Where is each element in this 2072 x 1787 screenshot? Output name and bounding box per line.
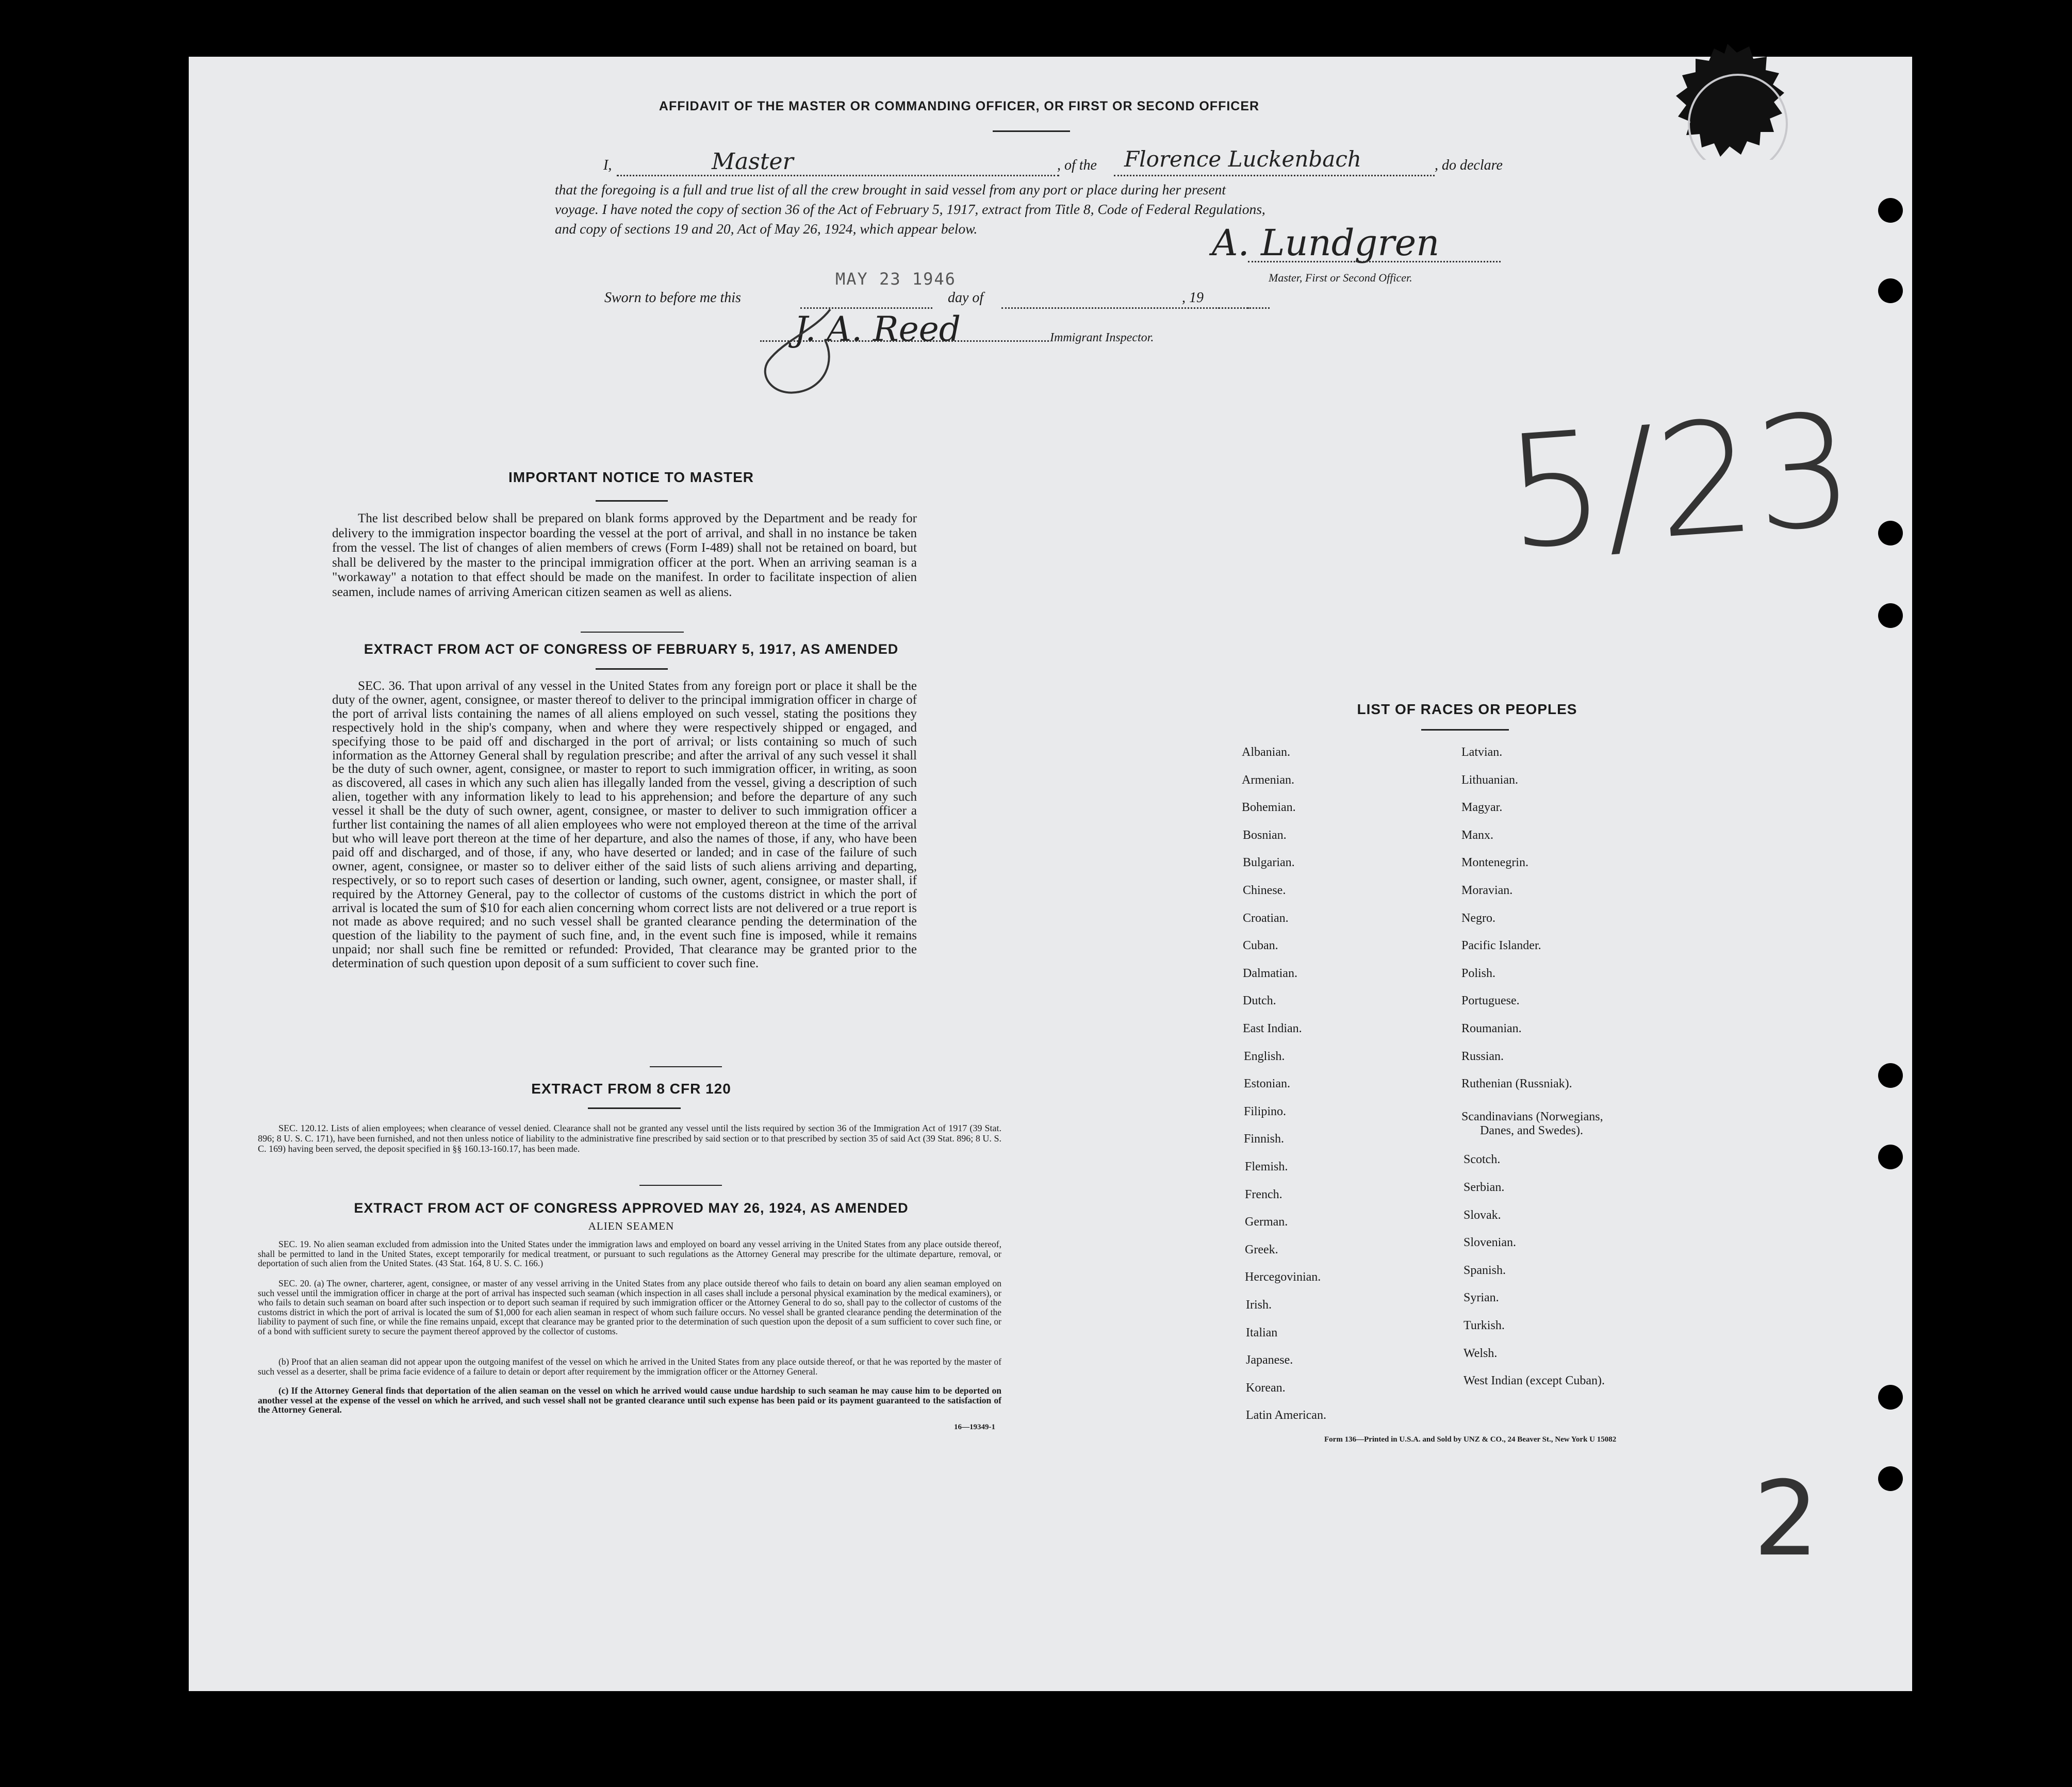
race-item: Portuguese. <box>1461 994 1520 1008</box>
race-item: Russian. <box>1461 1049 1504 1063</box>
signature-flourish-icon <box>753 299 866 402</box>
extract-cfr-body: SEC. 120.12. Lists of alien employees; when clearance of vessel denied. Clearance shall not be granted any vessel until the lists required by section 36 of the Immigration Act of 1917 (39 Stat. 896; 8 U. S. C. 171), have been furnished, and not then unless notice of liability to the administrative fine prescribed by said section or to that prescribed by section 35 of said Act (39 Stat. 896; 8 U. S. C. 169) having been served, the deposit specified in §§ 160.13-160.17, has been made. <box>258 1123 1001 1154</box>
race-item: Negro. <box>1461 911 1495 925</box>
race-item: Roumanian. <box>1461 1022 1522 1035</box>
race-item: Filipino. <box>1244 1104 1287 1118</box>
race-item: Bulgarian. <box>1243 856 1295 870</box>
race-item: Chinese. <box>1243 884 1286 897</box>
binder-hole <box>1878 278 1903 303</box>
sworn-label: Sworn to before me this <box>604 290 741 306</box>
divider <box>596 500 668 502</box>
extract-1917-body: SEC. 36. That upon arrival of any vessel in the United States from any foreign port or place it shall be the duty of the owner, agent, consignee, or master thereof to deliver to the principal immigration officer in charge of the port of arrival lists containing the names of all aliens employed on such vessel, stating the positions they respectively hold in the ship's company, when and where they were respectively shipped or engaged, and specifying those to be paid off and discharged in the port of arrival; or lists containing so much of such information as the Attorney General shall by regulation prescribe; and after the arrival of any such vessel it shall be the duty of such owner, agent, consignee, or master to report to such immigration officer, in writing, as soon as discovered, all cases in which any such alien has illegally landed from the vessel, giving a description of such alien, together with any information likely to lead to his apprehension; and before the departure of any such vessel it shall be the duty of such owner, agent, consignee, or master to deliver to such immigration officer a further list containing the names of all alien employees who were not employed thereon at the time of the arrival but who will leave port thereon at the time of her departure, and also the names of those, if any, who have been paid off and discharged, and of those, if any, who have deserted or landed; and in case of the failure of such owner, agent, consignee, or master so to deliver either of the said lists of such aliens arriving and departing, respectively, or so to report such cases of desertion or landing, such owner, agent, consignee, or master shall, if required by the Attorney General, pay to the collector of customs of the customs district in which the port of arrival is located the sum of $10 for each alien concerning whom correct lists are not delivered or a true report is not made as above required; and no such vessel shall be granted clearance pending the determination of the question of the liability to the payment of such fine, and, in the event such fine is imposed, while it remains unpaid; nor shall such fine be remitted or refunded: Provided, That clearance may be granted prior to the determination of such question upon deposit of a sum sufficient to cover such fine. <box>332 679 917 971</box>
binder-hole <box>1878 1145 1903 1169</box>
affidavit-body-line: that the foregoing is a full and true list of all the crew brought in said vessel from any port or place during her present <box>555 181 1226 197</box>
race-item: Italian <box>1246 1326 1278 1339</box>
race-item: Armenian. <box>1242 773 1294 787</box>
race-item: Slovak. <box>1463 1208 1501 1222</box>
race-item: Lithuanian. <box>1461 773 1518 787</box>
rank-field <box>617 159 1059 176</box>
race-item: Slovenian. <box>1463 1236 1516 1250</box>
race-item: Korean. <box>1246 1381 1286 1395</box>
divider <box>588 1107 681 1109</box>
race-item: Welsh. <box>1463 1346 1498 1360</box>
race-item: Spanish. <box>1463 1263 1506 1277</box>
race-item: Latin American. <box>1246 1409 1326 1422</box>
affidavit-body-line: voyage. I have noted the copy of section 36 of the Act of February 5, 1917, extract from Title 8, Code of Federal Regulations, <box>555 201 1265 217</box>
race-item: Serbian. <box>1463 1181 1505 1194</box>
extract-1924-sec20c: (c) If the Attorney General finds that deportation of the alien seaman on the vessel on which he arrived would cause undue hardship to such seaman he may cause him to be deported on another vessel at the expense of the vessel on which he arrived, and such vessel shall not be granted clearance until such expense has been paid or its payment guaranteed to the satisfaction of the Attorney General. <box>258 1385 1001 1415</box>
divider <box>639 1185 722 1186</box>
race-item: Polish. <box>1461 966 1496 980</box>
race-item: Turkish. <box>1463 1319 1505 1332</box>
extract-1924-sec19: SEC. 19. No alien seaman excluded from admission into the United States under the immigration laws and employed on board any vessel arriving in the United States from any place outside thereof, shall be permitted to land in the United States, except temporarily for medical treatment, or pursuant to such regulations as the Attorney General may prescribe for the ultimate departure, removal, or deportation of such alien from the United States. (43 Stat. 164, 8 U. S. C. 166.) <box>258 1239 1001 1269</box>
extract-cfr-title: EXTRACT FROM 8 CFR 120 <box>531 1081 731 1097</box>
binder-hole <box>1878 198 1903 223</box>
race-item: Magyar. <box>1461 801 1503 815</box>
race-item: Dutch. <box>1243 994 1276 1008</box>
extract-1917-title: EXTRACT FROM ACT OF CONGRESS OF FEBRUARY 5, 1917, AS AMENDED <box>364 641 899 657</box>
binder-hole <box>1878 521 1903 545</box>
handwritten-vessel-name: Florence Luckenbach <box>1124 146 1361 172</box>
race-item: Montenegrin. <box>1461 856 1528 870</box>
race-item: Bohemian. <box>1242 801 1296 815</box>
race-item: Flemish. <box>1245 1160 1288 1173</box>
race-item: Latvian. <box>1461 746 1503 759</box>
notice-title: IMPORTANT NOTICE TO MASTER <box>508 469 754 485</box>
race-item: Manx. <box>1461 828 1493 842</box>
extract-1924-sec20b: (b) Proof that an alien seaman did not appear upon the outgoing manifest of the vessel on which he arrived in the United States from any place outside thereof, or that he was reported by the master of such vessel as a deserter, shall be prima facie evidence of a failure to detain or deport after requirement by the immigration officer or the Attorney General. <box>258 1356 1001 1377</box>
handwritten-inspector-signature: J. A. Reed <box>794 309 961 349</box>
notice-body: The list described below shall be prepared on blank forms approved by the Department and be ready for delivery to the immigration inspector boarding the vessel at the port of arrival, and shall in no instance be taken from the vessel. The list of changes of alien members of crews (Form I-489) shall not be retained on board, but shall be delivered by the master to the principal immigration officer at the port. When an arriving seaman is a "workaway" a notation to that effect should be made on the manifest. In order to facilitate inspection of alien seamen, include names of arriving American citizen seamen as well as aliens. <box>332 511 917 599</box>
race-item: French. <box>1245 1187 1282 1201</box>
race-item: Greek. <box>1245 1243 1278 1256</box>
notary-seal-icon <box>1660 41 1795 160</box>
race-item: Japanese. <box>1246 1353 1293 1367</box>
race-item: Ruthenian (Russniak). <box>1461 1077 1572 1091</box>
race-item: Pacific Islander. <box>1461 939 1541 953</box>
divider <box>650 1066 722 1067</box>
sworn-year-field <box>1218 292 1249 309</box>
divider <box>1421 729 1509 731</box>
date-stamp: MAY 23 1946 <box>835 269 956 289</box>
race-item: Croatian. <box>1243 911 1289 925</box>
signature-line <box>1248 251 1501 262</box>
affidavit-body-line: and copy of sections 19 and 20, Act of May 26, 1924, which appear below. <box>555 221 978 237</box>
divider <box>581 632 684 633</box>
binder-hole <box>1878 1466 1903 1491</box>
divider <box>596 668 668 670</box>
handwritten-page-number: 2 <box>1753 1459 1819 1579</box>
signature-caption: Master, First or Second Officer. <box>1269 271 1412 284</box>
race-item: Scotch. <box>1463 1153 1501 1167</box>
extract-1924-sec20a: SEC. 20. (a) The owner, charterer, agent, consignee, or master of any vessel arriving in the United States from any place outside thereof who fails to detain on board any alien seaman employed on such vessel until the immigration officer in charge at the port of arrival has inspected such seaman (which inspection in all cases shall include a personal physical examination by the medical examiners), or who fails to detain such seaman on board after such inspection or to deport such seaman if required by such immigration officer or the Attorney General to do so, shall pay to the collector of customs of the customs district in which the port of arrival is located the sum of $1,000 for each alien seaman in respect of whom such failure occurs. No vessel shall be granted clearance pending the determination of the liability to payment of such fine, or while the fine remains unpaid, except that clearance may be granted prior to the determination of such question upon the deposit of a sum sufficient to cover such fine, or of a bond with sufficient surety to secure the payment thereof approved by the collector of customs. <box>258 1278 1001 1336</box>
form-imprint: Form 136—Printed in U.S.A. and Sold by UNZ & CO., 24 Beaver St., New York U 15082 <box>1324 1435 1617 1444</box>
day-of-label: day of <box>948 290 984 306</box>
year-label: , 19 <box>1182 290 1204 306</box>
divider <box>993 130 1070 132</box>
form-code: 16—19349-1 <box>954 1423 995 1431</box>
affidavit-title: AFFIDAVIT OF THE MASTER OR COMMANDING OFFICER, OR FIRST OR SECOND OFFICER <box>659 99 1260 113</box>
race-item: Finnish. <box>1244 1132 1285 1146</box>
handwritten-master-signature: A. Lundgren <box>1212 222 1440 264</box>
race-item: English. <box>1244 1049 1285 1063</box>
race-item: Irish. <box>1246 1298 1272 1312</box>
race-item: Hercegovinian. <box>1245 1270 1321 1284</box>
i-label: I, <box>603 157 612 173</box>
race-item: East Indian. <box>1243 1022 1302 1035</box>
binder-hole <box>1878 1063 1903 1088</box>
race-item: German. <box>1245 1215 1288 1229</box>
races-title: LIST OF RACES OR PEOPLES <box>1357 701 1577 717</box>
extract-1924-subtitle: ALIEN SEAMEN <box>588 1220 675 1232</box>
do-declare-label: , do declare <box>1435 157 1503 173</box>
race-item: West Indian (except Cuban). <box>1463 1374 1605 1388</box>
inspector-signature-line <box>760 330 1049 342</box>
binder-hole <box>1878 603 1903 628</box>
race-item: Estonian. <box>1244 1077 1290 1091</box>
of-the-label: , of the <box>1057 157 1097 173</box>
race-item: Cuban. <box>1243 939 1278 953</box>
sworn-line <box>604 290 1275 310</box>
race-item: Moravian. <box>1461 884 1513 897</box>
race-item-continuation: Danes, and Swedes). <box>1480 1124 1583 1137</box>
race-item: Syrian. <box>1463 1291 1499 1305</box>
race-item: Scandinavians (Norwegians, <box>1461 1110 1603 1123</box>
race-item: Albanian. <box>1242 746 1290 759</box>
race-item: Bosnian. <box>1243 828 1287 842</box>
inspector-caption: Immigrant Inspector. <box>1050 331 1154 344</box>
handwritten-date-annotation: 5/23 <box>1500 379 1860 584</box>
race-item: Dalmatian. <box>1243 966 1297 980</box>
binder-hole <box>1878 1385 1903 1410</box>
extract-1924-title: EXTRACT FROM ACT OF CONGRESS APPROVED MAY 26, 1924, AS AMENDED <box>354 1200 909 1216</box>
handwritten-rank: Master <box>712 148 794 175</box>
